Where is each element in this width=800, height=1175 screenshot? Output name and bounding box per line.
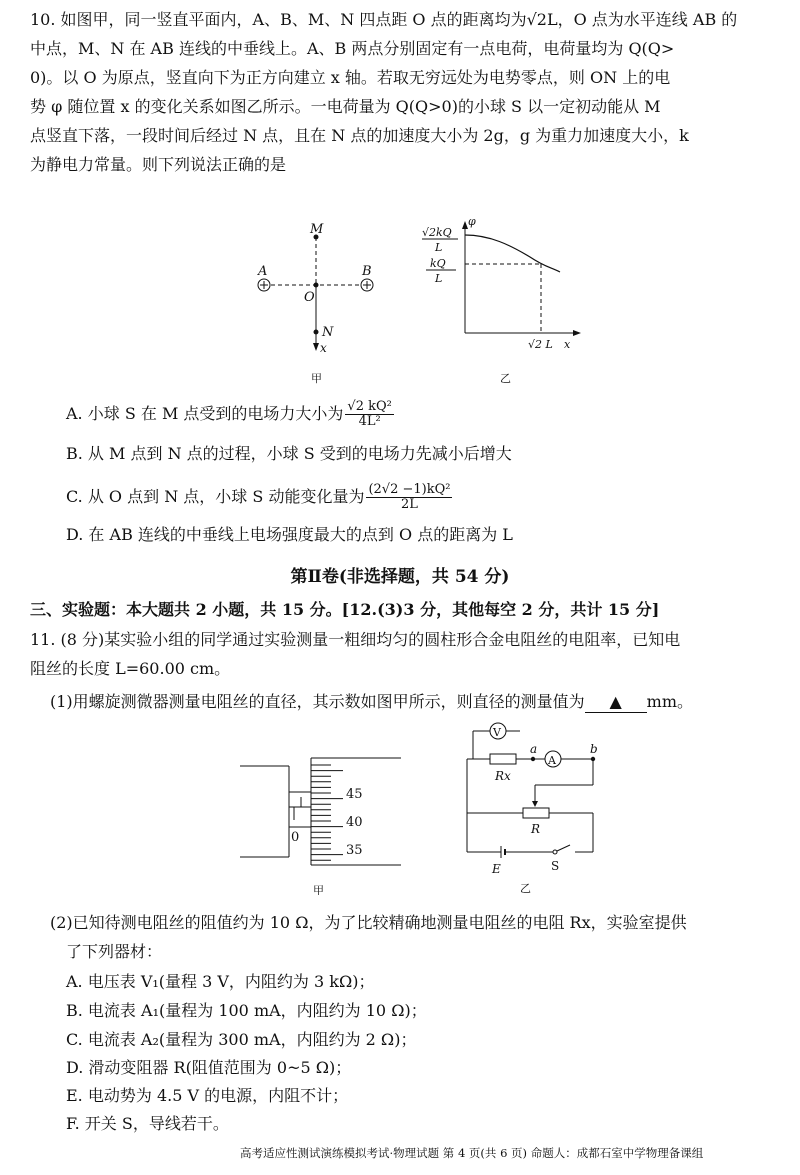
svg-text:L: L [435, 272, 443, 285]
svg-text:L: L [435, 241, 443, 254]
option-b: B. 从 M 点到 N 点的过程，小球 S 受到的电场力先减小后增大 [66, 444, 512, 463]
answer-blank: ▲ [585, 692, 647, 713]
material-item: B. 电流表 A₁(量程为 100 mA，内阻约为 10 Ω)； [66, 1001, 427, 1020]
svg-text:√2kQ: √2kQ [422, 226, 452, 239]
section-title: 第Ⅱ卷(非选择题，共 54 分) [290, 567, 510, 587]
section-three-heading: 三、实验题：本大题共 2 小题，共 15 分。[12.(3)3 分，其他每空 2 分，共计 15 分] [30, 600, 660, 619]
option-d: D. 在 AB 连线的中垂线上电场强度最大的点到 O 点的距离为 L [66, 525, 513, 544]
svg-text:R: R [531, 822, 541, 836]
svg-text:45: 45 [346, 787, 363, 802]
svg-text:a: a [530, 742, 538, 756]
material-item: E. 电动势为 4.5 V 的电源，内阻不计； [66, 1086, 349, 1105]
page-footer: 高考适应性测试演练模拟考试·物理试题 第 4 页(共 6 页) 命题人：成都石室中学物理备课组 [240, 1146, 704, 1160]
svg-text:乙: 乙 [500, 372, 511, 385]
q11-part1: (1)用螺旋测微器测量电阻丝的直径，其示数如图甲所示，则直径的测量值为 ▲ mm。 [50, 692, 694, 711]
svg-text:35: 35 [346, 843, 363, 858]
q11-part2-line: (2)已知待测电阻丝的阻值约为 10 Ω，为了比较精确地测量电阻丝的电阻 Rx，实验室提供 [50, 913, 687, 932]
svg-text:V: V [493, 726, 501, 739]
option-a: A. 小球 S 在 M 点受到的电场力大小为 $\frac{\text{√2 kQ²}}{\text{4L²}}$ [66, 399, 392, 429]
material-item: C. 电流表 A₂(量程为 300 mA，内阻约为 2 Ω)； [66, 1030, 417, 1049]
figure-jia-charges [250, 215, 380, 385]
svg-text:N: N [322, 325, 334, 340]
material-item: D. 滑动变阻器 R(阻值范围为 0~5 Ω)； [66, 1058, 352, 1077]
svg-text:kQ: kQ [430, 257, 446, 270]
svg-text:A: A [548, 754, 556, 767]
svg-text:40: 40 [346, 815, 363, 830]
q10-line: 势 φ 随位置 x 的变化关系如图乙所示。一电荷量为 Q(Q>0)的小球 S 以一定初动能从 M [30, 97, 661, 116]
svg-text:S: S [551, 859, 560, 873]
svg-text:b: b [590, 742, 598, 756]
q10-line: 点竖直下落，一段时间后经过 N 点，且在 N 点的加速度大小为 2g，g 为重力加速度大小，k [30, 126, 689, 145]
svg-text:x: x [320, 341, 327, 355]
option-c: C. 从 O 点到 N 点，小球 S 动能变化量为 $\frac{\text{(2√2 −1)kQ²}}{2L}$ [66, 482, 451, 512]
q11-line: 阻丝的长度 L=60.00 cm。 [30, 659, 231, 678]
q11-part2-line: 了下列器材： [66, 942, 163, 961]
figure-micrometer [238, 720, 408, 895]
q11-line: 11. (8 分)某实验小组的同学通过实验测量一粗细均匀的圆柱形合金电阻丝的电阻率，已知电 [30, 630, 681, 649]
svg-text:0: 0 [291, 830, 300, 845]
figure-circuit [450, 715, 610, 895]
material-item: A. 电压表 V₁(量程 3 V，内阻约为 3 kΩ)； [66, 972, 375, 991]
svg-text:E: E [492, 862, 501, 876]
material-item: F. 开关 S，导线若干。 [66, 1114, 229, 1133]
q10-line: 0)。以 O 为原点，竖直向下为正方向建立 x 轴。若取无穷远处为电势零点，则 ON 上的电 [30, 68, 671, 87]
svg-text:φ: φ [468, 215, 476, 228]
svg-text:乙: 乙 [520, 882, 531, 895]
svg-text:M: M [310, 222, 324, 237]
q10-line: 10. 如图甲，同一竖直平面内，A、B、M、N 四点距 O 点的距离均为√2L，O 点为水平连线 AB 的 [30, 10, 738, 29]
svg-text:B: B [362, 264, 372, 279]
figure-yi-potential-graph [420, 215, 590, 385]
q10-line: 为静电力常量。则下列说法正确的是 [30, 155, 287, 174]
svg-text:O: O [304, 290, 315, 305]
svg-text:甲: 甲 [311, 372, 322, 385]
svg-text:Rx: Rx [495, 769, 511, 783]
svg-text:甲: 甲 [313, 884, 324, 895]
svg-text:√2 L: √2 L [528, 338, 553, 351]
svg-text:x: x [564, 338, 571, 351]
svg-text:A: A [258, 264, 268, 279]
q10-line: 中点，M、N 在 AB 连线的中垂线上。A、B 两点分别固定有一点电荷，电荷量均为 Q(Q> [30, 39, 675, 58]
